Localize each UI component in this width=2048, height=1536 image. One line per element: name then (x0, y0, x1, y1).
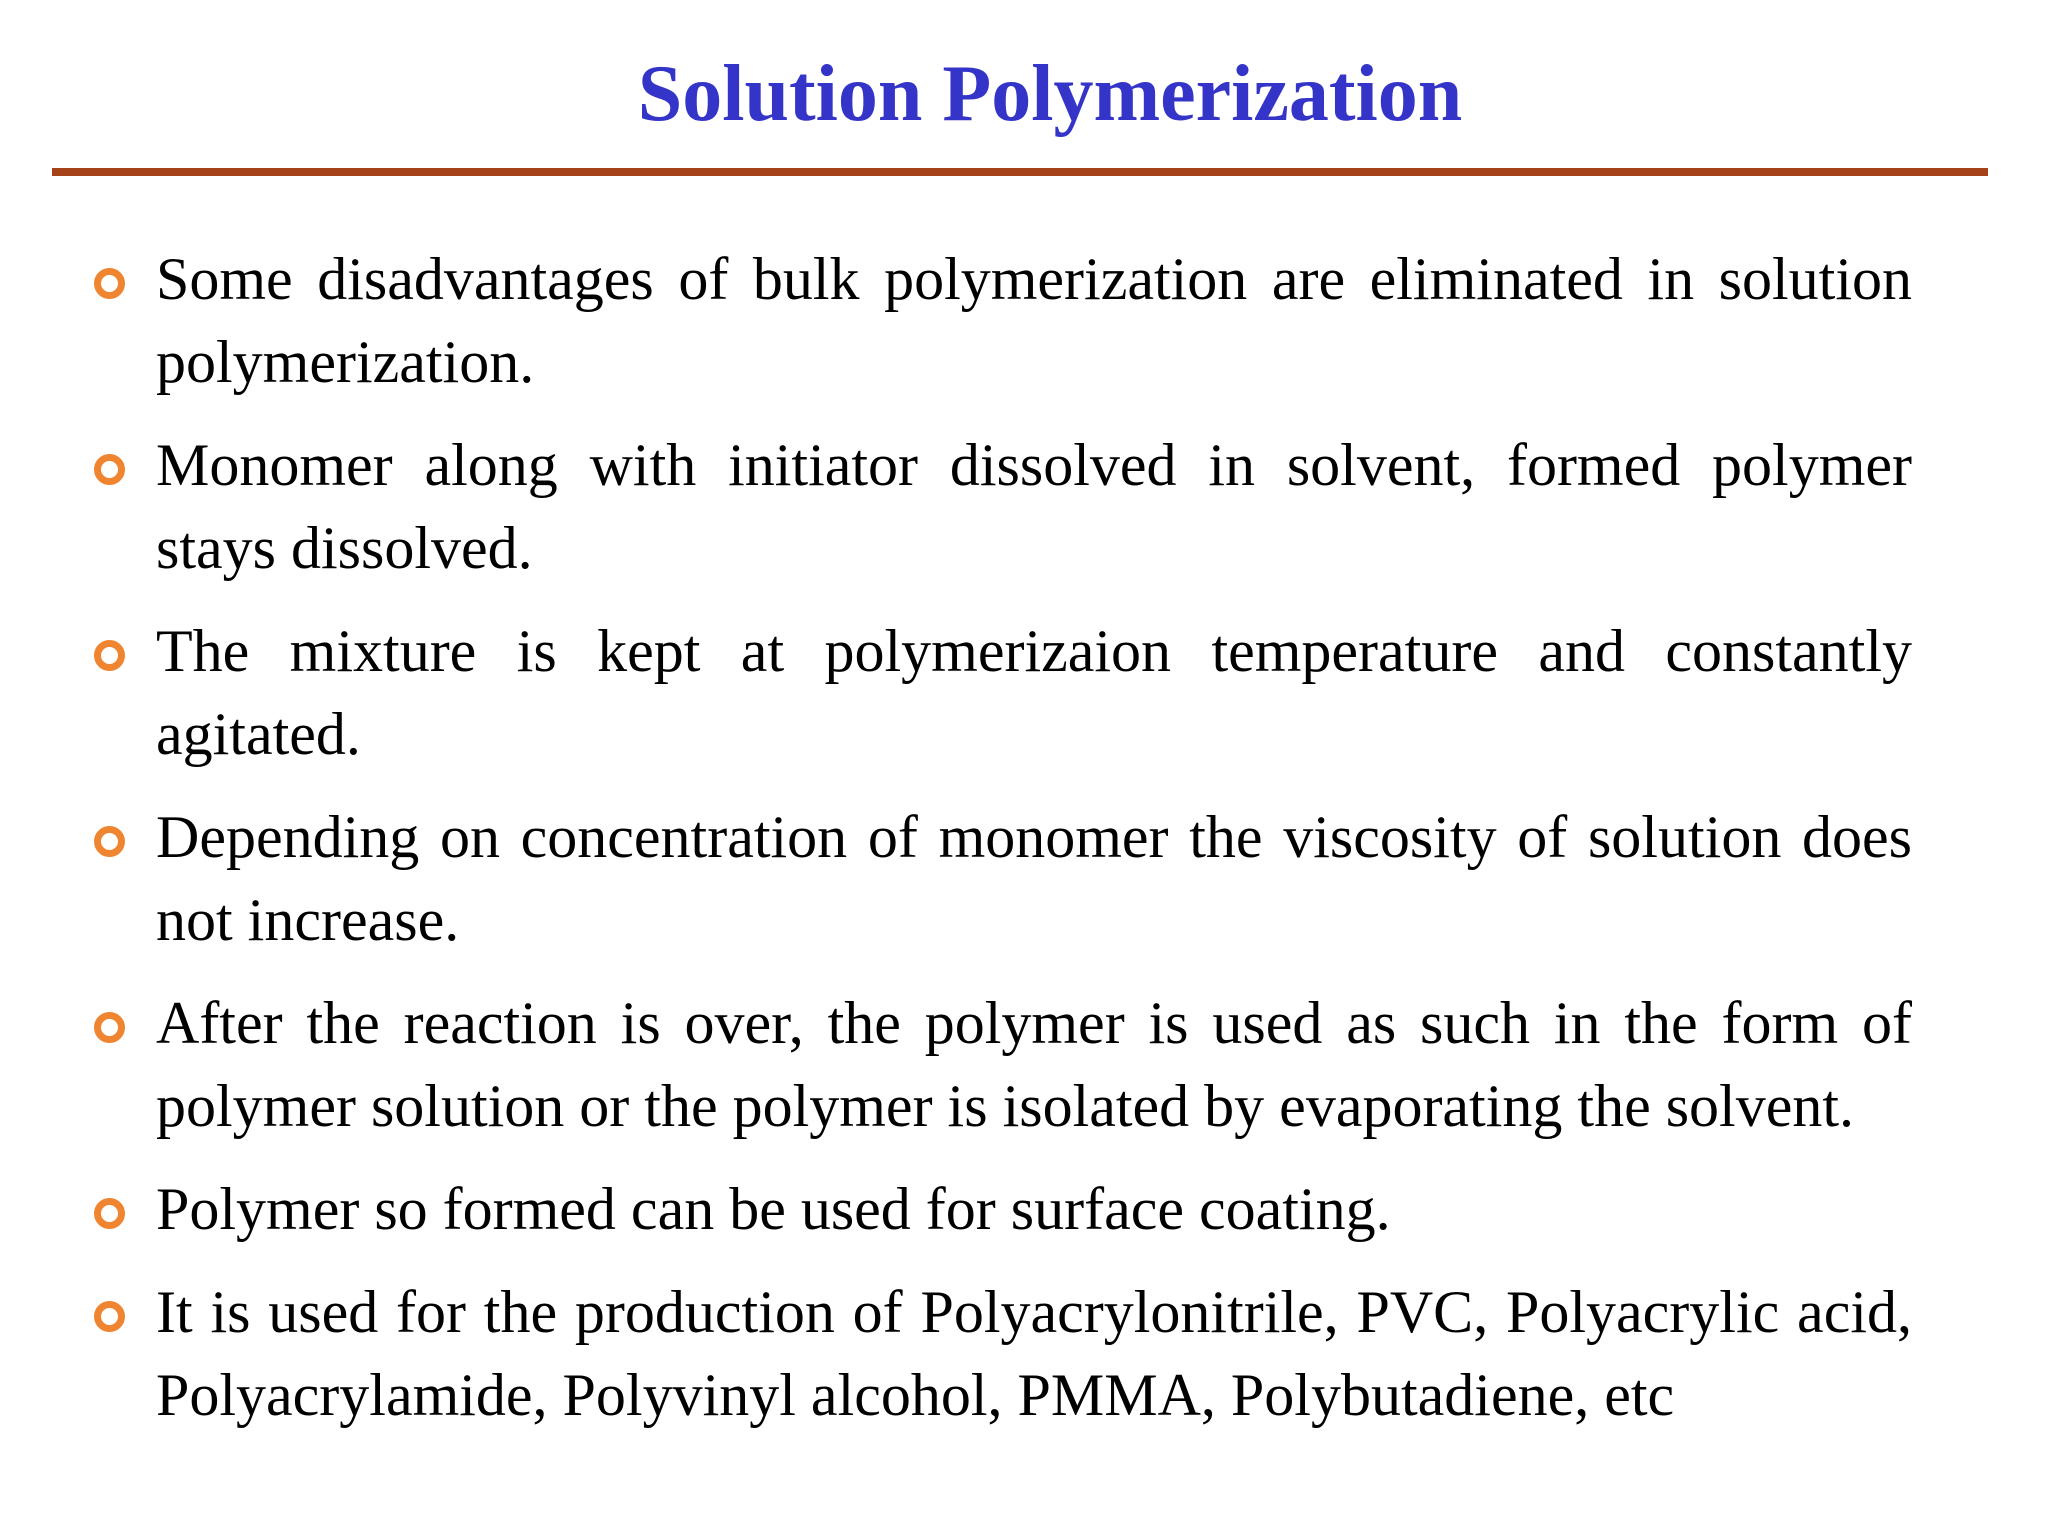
bullet-text: Some disadvantages of bulk polymerization are eliminated in solution polymerization. (156, 246, 1912, 395)
slide-title: Solution Polymerization (637, 50, 1463, 138)
bullet-text: After the reaction is over, the polymer is used as such in the form of polymer solution or the polymer is isolated by evaporating the solvent. (156, 990, 1912, 1139)
hollow-circle-icon (94, 1301, 125, 1332)
hollow-circle-icon (94, 640, 125, 671)
hollow-circle-icon (94, 826, 125, 857)
bullet-item (0, 982, 2048, 1148)
bullet-item (0, 610, 2048, 776)
bullet-item (0, 238, 2048, 404)
bullet-text: It is used for the production of Polyacrylonitrile, PVC, Polyacrylic acid, Polyacrylamide, Polyvinyl alcohol, PMMA, Polybutadiene, etc (156, 1279, 1912, 1428)
bullet-text: The mixture is kept at polymerizaion temperature and constantly agitated. (156, 618, 1912, 767)
hollow-circle-icon (94, 1012, 125, 1043)
bullet-item (0, 1271, 2048, 1437)
bullet-item (0, 1168, 2048, 1251)
bullet-text: Polymer so formed can be used for surface coating. (156, 1176, 1391, 1242)
hollow-circle-icon (94, 268, 125, 299)
title-divider (52, 168, 1988, 176)
bullet-text: Monomer along with initiator dissolved in solvent, formed polymer stays dissolved. (156, 432, 1912, 581)
hollow-circle-icon (94, 454, 125, 485)
hollow-circle-icon (94, 1198, 125, 1229)
bullet-item (0, 424, 2048, 590)
bullet-text: Depending on concentration of monomer the viscosity of solution does not increase. (156, 804, 1912, 953)
bullet-list (0, 238, 2048, 1457)
bullet-item (0, 796, 2048, 962)
